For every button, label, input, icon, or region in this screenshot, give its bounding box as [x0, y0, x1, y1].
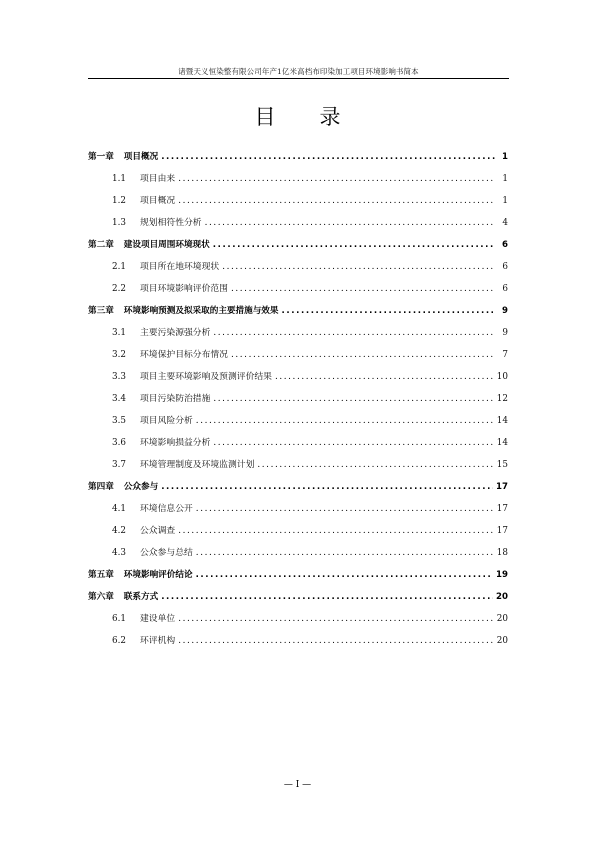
toc-entry-number: 3.1 — [112, 328, 126, 338]
dot-leader — [231, 278, 495, 300]
toc-entry-number: 3.5 — [112, 416, 126, 426]
dot-leader — [213, 388, 493, 410]
dot-leader — [275, 366, 494, 388]
dot-leader — [196, 564, 493, 586]
toc-section-entry[interactable] — [88, 630, 508, 652]
toc-entry-number: 3.6 — [112, 438, 126, 448]
dot-leader — [178, 608, 494, 630]
dot-leader — [282, 300, 496, 322]
toc-entry-number: 4.3 — [112, 548, 126, 558]
header-rule — [88, 78, 509, 79]
toc-entry-page: 1 — [502, 174, 508, 184]
toc-chapter-entry[interactable] — [88, 234, 508, 256]
toc-entry-page: 17 — [496, 504, 508, 514]
dot-leader — [222, 256, 495, 278]
toc-section-entry[interactable] — [88, 498, 508, 520]
toc-entry-label: 主要污染源强分析 — [140, 328, 211, 338]
dot-leader — [213, 322, 495, 344]
toc-section-entry[interactable] — [88, 322, 508, 344]
toc-entry-number: 第三章 — [88, 306, 114, 316]
toc-entry-number: 2.1 — [112, 262, 126, 272]
dot-leader — [161, 146, 495, 168]
toc-entry-label: 环评机构 — [140, 636, 176, 646]
toc-entry-page: 20 — [496, 614, 508, 624]
toc-entry-number: 3.2 — [112, 350, 126, 360]
dot-leader — [205, 212, 495, 234]
toc-entry-number: 3.3 — [112, 372, 126, 382]
toc-entry-label: 项目环境影响评价范围 — [140, 284, 228, 294]
dot-leader — [178, 168, 495, 190]
toc-section-entry[interactable] — [88, 366, 508, 388]
toc-section-entry[interactable] — [88, 388, 508, 410]
toc-section-entry[interactable] — [88, 278, 508, 300]
toc-entry-number: 第二章 — [88, 240, 114, 250]
toc-section-entry[interactable] — [88, 520, 508, 542]
toc-entry-page: 6 — [502, 284, 508, 294]
dot-leader — [213, 234, 495, 256]
toc-entry-page: 6 — [502, 240, 508, 250]
toc-entry-label: 项目所在地环境现状 — [140, 262, 220, 272]
toc-section-entry[interactable] — [88, 542, 508, 564]
toc-entry-label: 建设单位 — [140, 614, 176, 624]
toc-entry-number: 6.2 — [112, 636, 126, 646]
toc-entry-label: 建设项目周围环境现状 — [123, 240, 210, 250]
toc-entry-label: 项目污染防治措施 — [140, 394, 211, 404]
toc-entry-page: 4 — [502, 218, 508, 228]
toc-entry-label: 环境管理制度及环境监测计划 — [140, 460, 255, 470]
toc-entry-page: 6 — [502, 262, 508, 272]
toc-entry-page: 15 — [496, 460, 508, 470]
toc-entry-page: 19 — [496, 570, 508, 580]
toc-entry-page: 1 — [502, 152, 508, 162]
toc-entry-number: 第一章 — [88, 152, 114, 162]
toc-entry-page: 14 — [496, 438, 508, 448]
toc-section-entry[interactable] — [88, 256, 508, 278]
page-number: — I — — [283, 780, 312, 790]
toc-section-entry[interactable] — [88, 410, 508, 432]
toc-chapter-entry[interactable] — [88, 564, 508, 586]
dot-leader — [161, 586, 493, 608]
toc-entry-page: 9 — [502, 306, 508, 316]
dot-leader — [213, 432, 493, 454]
toc-section-entry[interactable] — [88, 454, 508, 476]
toc-entry-page: 17 — [496, 526, 508, 536]
toc-entry-label: 公众参与 — [123, 482, 159, 492]
toc-entry-page: 12 — [496, 394, 508, 404]
toc-section-entry[interactable] — [88, 432, 508, 454]
toc-entry-number: 4.1 — [112, 504, 126, 514]
toc-entry-page: 9 — [502, 328, 508, 338]
toc-entry-label: 联系方式 — [123, 592, 159, 602]
toc-entry-label: 公众参与总结 — [140, 548, 193, 558]
toc-entry-number: 3.7 — [112, 460, 126, 470]
toc-entry-number: 1.3 — [112, 218, 126, 228]
toc-entry-number: 4.2 — [112, 526, 126, 536]
dot-leader — [178, 190, 495, 212]
toc-entry-label: 项目主要环境影响及预测评价结果 — [140, 372, 272, 382]
toc-entry-label: 环境影响损益分析 — [140, 438, 211, 448]
toc-chapter-entry[interactable] — [88, 146, 508, 168]
toc-entry-label: 规划相符性分析 — [140, 218, 202, 228]
toc-entry-number: 第四章 — [88, 482, 114, 492]
toc-entry-label: 项目概况 — [123, 152, 159, 162]
toc-section-entry[interactable] — [88, 168, 508, 190]
toc-entry-page: 14 — [496, 416, 508, 426]
page-title: 目录 — [254, 105, 385, 129]
toc-entry-page: 10 — [496, 372, 508, 382]
toc-entry-number: 2.2 — [112, 284, 126, 294]
dot-leader — [196, 498, 494, 520]
toc-chapter-entry[interactable] — [88, 586, 508, 608]
toc-entry-page: 1 — [502, 196, 508, 206]
toc-entry-page: 18 — [496, 548, 508, 558]
dot-leader — [196, 410, 494, 432]
dot-leader — [178, 520, 494, 542]
table-of-contents — [88, 146, 508, 652]
toc-entry-label: 环境影响预测及拟采取的主要措施与效果 — [123, 306, 279, 316]
toc-entry-page: 7 — [502, 350, 508, 360]
dot-leader — [196, 542, 494, 564]
toc-entry-label: 公众调查 — [140, 526, 176, 536]
toc-entry-label: 环境保护目标分布情况 — [140, 350, 228, 360]
toc-entry-number: 6.1 — [112, 614, 126, 624]
toc-entry-page: 20 — [496, 592, 508, 602]
dot-leader — [178, 630, 494, 652]
toc-chapter-entry[interactable] — [88, 476, 508, 498]
toc-entry-number: 第六章 — [88, 592, 114, 602]
toc-entry-number: 3.4 — [112, 394, 126, 404]
toc-entry-label: 项目概况 — [140, 196, 176, 206]
toc-entry-label: 项目风险分析 — [140, 416, 193, 426]
dot-leader — [257, 454, 493, 476]
toc-section-entry[interactable] — [88, 212, 508, 234]
toc-entry-page: 17 — [496, 482, 508, 492]
toc-entry-label: 环境信息公开 — [140, 504, 193, 514]
toc-entry-label: 项目由来 — [140, 174, 176, 184]
toc-entry-number: 1.1 — [112, 174, 126, 184]
toc-entry-number: 1.2 — [112, 196, 126, 206]
toc-entry-page: 20 — [496, 636, 508, 646]
toc-section-entry[interactable] — [88, 344, 508, 366]
toc-entry-number: 第五章 — [88, 570, 114, 580]
dot-leader — [161, 476, 493, 498]
toc-section-entry[interactable] — [88, 608, 508, 630]
toc-entry-label: 环境影响评价结论 — [123, 570, 193, 580]
toc-section-entry[interactable] — [88, 190, 508, 212]
running-header: 诸暨天义恒染整有限公司年产1亿米高档布印染加工项目环境影响书简本 — [178, 67, 419, 76]
toc-chapter-entry[interactable] — [88, 300, 508, 322]
dot-leader — [231, 344, 495, 366]
